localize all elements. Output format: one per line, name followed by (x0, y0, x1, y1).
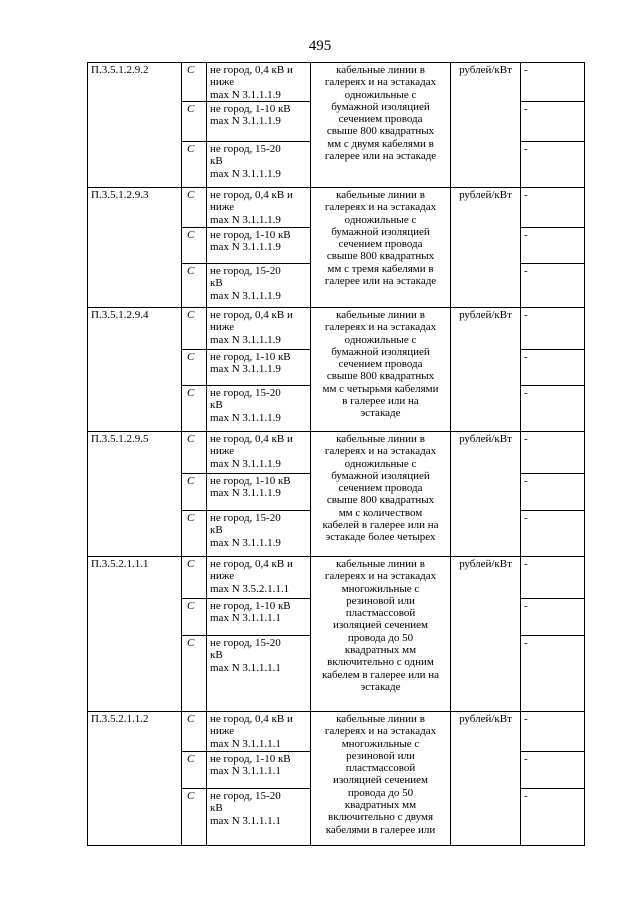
category-cell: C (182, 188, 207, 228)
voltage-cell (207, 712, 311, 752)
category-cell: C (182, 557, 207, 599)
page-number: 495 (308, 38, 332, 54)
description-cell (311, 63, 451, 188)
category-cell: C (182, 63, 207, 102)
tariff-table (87, 62, 585, 846)
description-line: эстакаде (360, 680, 401, 693)
voltage-cell (207, 188, 311, 228)
value-cell: - (521, 432, 585, 474)
voltage-cell (207, 63, 311, 102)
voltage-line: max N 3.1.1.1.9 (210, 167, 281, 180)
table-row (88, 712, 585, 752)
table-row (88, 63, 585, 102)
category-cell: C (182, 511, 207, 557)
voltage-line: не город, 15-20 (210, 637, 281, 649)
description-line: эстакаде (360, 407, 401, 420)
value-cell: - (521, 511, 585, 557)
category-cell: C (182, 432, 207, 474)
voltage-line: не город, 15-20 (210, 790, 281, 802)
voltage-line: max N 3.1.1.1.1 (210, 612, 281, 625)
description-line: многожильные с (341, 737, 420, 750)
item-code: П.3.5.1.2.9.4 (88, 308, 182, 432)
description-line: сечением провода (338, 238, 423, 251)
voltage-line: кВ (210, 155, 223, 168)
description-line: бумажной изоляцией (331, 345, 430, 358)
voltage-cell (207, 557, 311, 599)
unit-cell: рублей/кВт (451, 188, 521, 308)
voltage-line: ниже (210, 570, 235, 583)
voltage-line: max N 3.1.1.1.1 (210, 814, 281, 827)
voltage-line: кВ (210, 399, 223, 412)
voltage-line: ниже (210, 725, 235, 738)
description-line: сечением провода (338, 358, 423, 371)
description-line: резиновой или (346, 749, 415, 762)
category-cell: C (182, 264, 207, 308)
voltage-cell (207, 142, 311, 188)
item-code: П.3.5.1.2.9.3 (88, 188, 182, 308)
category-cell: C (182, 752, 207, 789)
voltage-line: не город, 15-20 (210, 143, 281, 155)
unit-cell: рублей/кВт (451, 712, 521, 846)
value-cell: - (521, 386, 585, 432)
description-line: одножильные с (344, 213, 417, 226)
voltage-cell (207, 228, 311, 264)
description-line: квадратных мм (344, 644, 417, 657)
value-cell: - (521, 102, 585, 142)
table-row (88, 188, 585, 228)
description-line: мм с двумя кабелями в (327, 137, 434, 150)
description-line: свыше 800 квадратных (326, 250, 435, 263)
voltage-cell (207, 752, 311, 789)
voltage-line: кВ (210, 649, 223, 662)
table-row (88, 432, 585, 474)
description-line: эстакаде более четырех (325, 531, 436, 544)
value-cell: - (521, 308, 585, 350)
description-line: изоляцией сечением (332, 774, 429, 787)
description-line: резиновой или (346, 594, 415, 607)
description-line: кабелей в галерее или на (322, 519, 439, 532)
description-line: свыше 800 квадратных (326, 494, 435, 507)
description-line: одножильные с (344, 88, 417, 101)
description-cell (311, 712, 451, 846)
value-cell: - (521, 228, 585, 264)
description-line: пластмассовой (345, 607, 416, 620)
table-row (88, 308, 585, 350)
voltage-line: max N 3.1.1.1.9 (210, 487, 281, 500)
unit-cell: рублей/кВт (451, 557, 521, 712)
description-line: галерее или на эстакаде (324, 150, 437, 163)
category-cell: C (182, 474, 207, 511)
voltage-line: ниже (210, 76, 235, 89)
description-cell (311, 308, 451, 432)
voltage-cell (207, 102, 311, 142)
voltage-line: max N 3.1.1.1.9 (210, 241, 281, 254)
category-cell: C (182, 712, 207, 752)
voltage-line: max N 3.1.1.1.9 (210, 411, 281, 424)
voltage-line: не город, 0,4 кВ и (210, 713, 293, 725)
description-line: кабельные линии в (336, 713, 425, 725)
description-line: включительно с одним (327, 656, 434, 669)
category-cell: C (182, 350, 207, 386)
voltage-line: ниже (210, 321, 235, 334)
voltage-cell (207, 636, 311, 712)
voltage-line: max N 3.1.1.1.9 (210, 457, 281, 470)
value-cell: - (521, 264, 585, 308)
description-line: сечением провода (338, 113, 423, 126)
voltage-line: max N 3.1.1.1.9 (210, 333, 281, 346)
description-line: бумажной изоляцией (331, 225, 430, 238)
description-line: одножильные с (344, 333, 417, 346)
value-cell: - (521, 636, 585, 712)
item-code: П.3.5.1.2.9.2 (88, 63, 182, 188)
voltage-line: не город, 1-10 кВ (210, 475, 291, 487)
category-cell: C (182, 142, 207, 188)
description-line: бумажной изоляцией (331, 100, 430, 113)
value-cell: - (521, 474, 585, 511)
value-cell: - (521, 350, 585, 386)
voltage-line: не город, 1-10 кВ (210, 103, 291, 115)
voltage-line: не город, 15-20 (210, 387, 281, 399)
voltage-line: кВ (210, 802, 223, 815)
voltage-line: не город, 0,4 кВ и (210, 189, 293, 201)
voltage-line: max N 3.1.1.1.9 (210, 213, 281, 226)
description-line: мм с тремя кабелями в (327, 262, 434, 275)
voltage-line: не город, 1-10 кВ (210, 600, 291, 612)
table-row (88, 557, 585, 599)
voltage-line: кВ (210, 524, 223, 537)
description-line: галереях и на эстакадах (324, 201, 437, 214)
value-cell: - (521, 599, 585, 636)
voltage-line: не город, 0,4 кВ и (210, 309, 293, 321)
voltage-cell (207, 432, 311, 474)
voltage-line: не город, 15-20 (210, 265, 281, 277)
voltage-line: ниже (210, 201, 235, 214)
value-cell: - (521, 752, 585, 789)
voltage-line: max N 3.5.2.1.1.1 (210, 582, 290, 595)
voltage-cell (207, 789, 311, 846)
voltage-line: кВ (210, 277, 223, 290)
description-line: галереях и на эстакадах (324, 321, 437, 334)
value-cell: - (521, 557, 585, 599)
description-line: мм с количеством (338, 506, 423, 519)
voltage-cell (207, 350, 311, 386)
description-line: галереях и на эстакадах (324, 725, 437, 738)
voltage-line: не город, 0,4 кВ и (210, 558, 293, 570)
voltage-line: не город, 1-10 кВ (210, 753, 291, 765)
value-cell: - (521, 63, 585, 102)
unit-cell: рублей/кВт (451, 63, 521, 188)
voltage-line: max N 3.1.1.1.1 (210, 737, 281, 750)
voltage-line: не город, 1-10 кВ (210, 229, 291, 241)
description-line: свыше 800 квадратных (326, 125, 435, 138)
category-cell: C (182, 386, 207, 432)
description-line: кабельные линии в (336, 433, 425, 445)
item-code: П.3.5.2.1.1.1 (88, 557, 182, 712)
voltage-cell (207, 474, 311, 511)
voltage-cell (207, 511, 311, 557)
voltage-cell (207, 264, 311, 308)
voltage-line: ниже (210, 445, 235, 458)
unit-cell: рублей/кВт (451, 432, 521, 557)
description-line: кабельные линии в (336, 189, 425, 201)
description-cell (311, 557, 451, 712)
description-line: кабельные линии в (336, 309, 425, 321)
voltage-line: max N 3.1.1.1.9 (210, 536, 281, 549)
description-line: включительно с двумя (328, 811, 433, 824)
description-line: одножильные с (344, 457, 417, 470)
voltage-line: max N 3.1.1.1.1 (210, 661, 281, 674)
unit-cell: рублей/кВт (451, 308, 521, 432)
description-line: бумажной изоляцией (331, 469, 430, 482)
description-line: кабельные линии в (336, 64, 425, 76)
voltage-line: max N 3.1.1.1.9 (210, 115, 281, 128)
voltage-line: не город, 1-10 кВ (210, 351, 291, 363)
voltage-line: max N 3.1.1.1.1 (210, 765, 281, 778)
description-cell (311, 432, 451, 557)
voltage-line: max N 3.1.1.1.9 (210, 363, 281, 376)
description-line: сечением провода (338, 482, 423, 495)
category-cell: C (182, 308, 207, 350)
item-code: П.3.5.1.2.9.5 (88, 432, 182, 557)
voltage-cell (207, 308, 311, 350)
voltage-line: max N 3.1.1.1.9 (210, 289, 281, 302)
description-line: в галерее или на (342, 395, 419, 408)
value-cell: - (521, 712, 585, 752)
description-line: галереях и на эстакадах (324, 76, 437, 89)
description-line: мм с четырьмя кабелями (322, 382, 439, 395)
description-line: кабелями в галерее или (325, 823, 436, 836)
voltage-cell (207, 599, 311, 636)
description-line: многожильные с (341, 582, 420, 595)
description-cell (311, 188, 451, 308)
description-line: провода до 50 (347, 786, 414, 799)
category-cell: C (182, 102, 207, 142)
description-line: кабелем в галерее или на (321, 668, 440, 681)
category-cell: C (182, 228, 207, 264)
description-line: галереях и на эстакадах (324, 570, 437, 583)
voltage-line: max N 3.1.1.1.9 (210, 88, 281, 101)
voltage-line: не город, 15-20 (210, 512, 281, 524)
tariff-table-body (88, 63, 585, 846)
description-line: провода до 50 (347, 631, 414, 644)
description-line: галереях и на эстакадах (324, 445, 437, 458)
description-line: галерее или на эстакаде (324, 275, 437, 288)
item-code: П.3.5.2.1.1.2 (88, 712, 182, 846)
voltage-line: не город, 0,4 кВ и (210, 433, 293, 445)
value-cell: - (521, 188, 585, 228)
description-line: пластмассовой (345, 762, 416, 775)
category-cell: C (182, 789, 207, 846)
description-line: кабельные линии в (336, 558, 425, 570)
value-cell: - (521, 789, 585, 846)
description-line: свыше 800 квадратных (326, 370, 435, 383)
voltage-cell (207, 386, 311, 432)
category-cell: C (182, 636, 207, 712)
category-cell: C (182, 599, 207, 636)
description-line: квадратных мм (344, 799, 417, 812)
voltage-line: не город, 0,4 кВ и (210, 64, 293, 76)
value-cell: - (521, 142, 585, 188)
description-line: изоляцией сечением (332, 619, 429, 632)
